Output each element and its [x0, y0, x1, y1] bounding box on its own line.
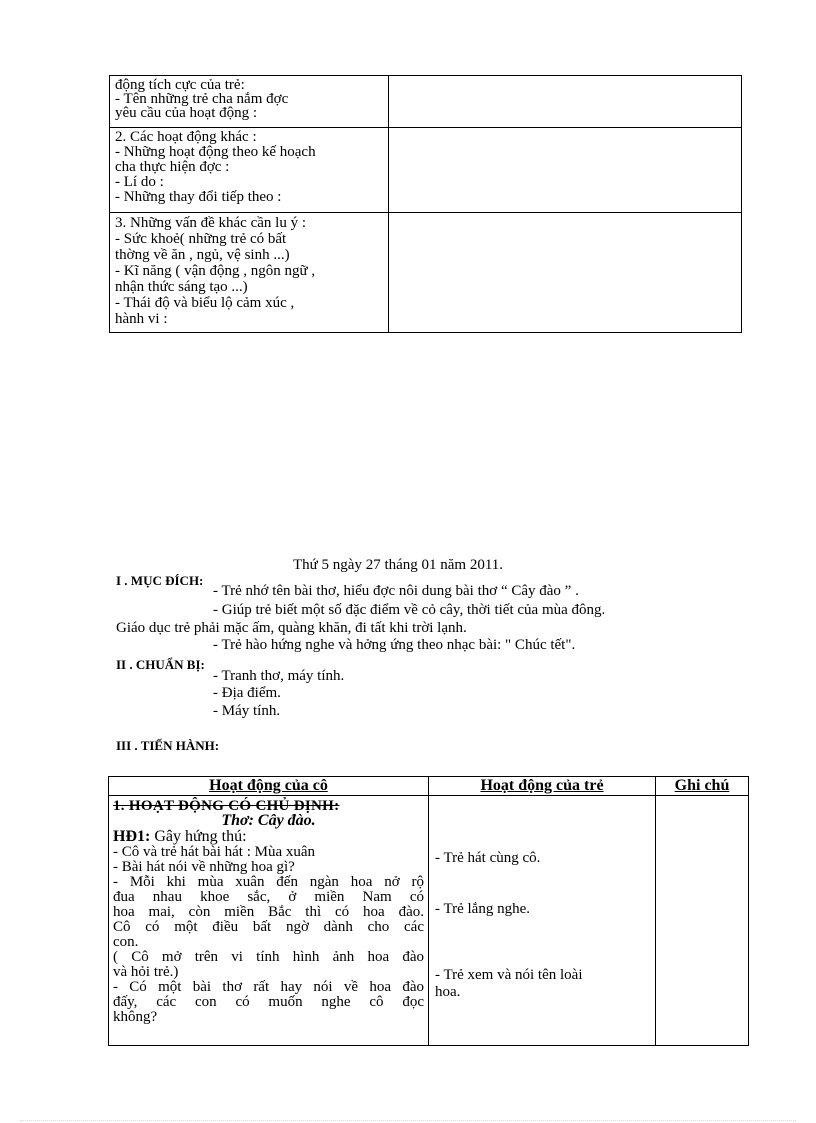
- text-line: thờng về ăn , ngủ, vệ sinh ...): [115, 247, 290, 263]
- child-response: - Trẻ lắng nghe.: [435, 901, 530, 917]
- text-line: - Kĩ năng ( vận động , ngôn ngữ ,: [115, 263, 316, 279]
- teacher-line: - Mỗi khi mùa xuân đến ngàn hoa nở rộ: [113, 874, 424, 890]
- teacher-line: và hỏi trẻ.): [113, 964, 179, 980]
- hd1-label: HĐ1:: [113, 828, 151, 845]
- teacher-line: ( Cô mở trên vi tính hình ảnh hoa đào: [113, 949, 424, 965]
- table-row: [109, 796, 749, 1046]
- objective-line: - Trẻ nhớ tên bài thơ, hiểu đợc nôi dung bài thơ “ Cây đào ” .: [213, 583, 579, 599]
- section-heading-preparation: II . CHUẨN BỊ:: [116, 657, 205, 672]
- text-line: - Thái độ và biểu lộ cảm xúc ,: [115, 295, 295, 311]
- notes-cell: [389, 128, 742, 213]
- column-header-notes: Ghi chú: [656, 777, 749, 796]
- hd1-line: [113, 829, 424, 845]
- teacher-activity-cell: [109, 796, 429, 1046]
- teacher-line: - Cô và trẻ hát bài hát : Mùa xuân: [113, 844, 316, 860]
- page-edge-divider: [20, 1120, 796, 1121]
- text-line: hành vi :: [115, 311, 168, 327]
- column-header-child: Hoạt động của trẻ: [429, 777, 656, 796]
- preparation-item: - Tranh thơ, máy tính.: [213, 668, 345, 684]
- child-response: - Trẻ hát cùng cô.: [435, 850, 541, 866]
- notes-cell: [389, 76, 742, 128]
- evaluation-cell: [110, 213, 389, 333]
- poem-title: Thơ: Cây đào.: [221, 812, 316, 829]
- section-heading-objectives: I . MỤC ĐÍCH:: [116, 573, 204, 588]
- activity-section-title: 1. HOẠT ĐỘNG CÓ CHỦ ĐỊNH:: [113, 798, 340, 814]
- teacher-line: Cô có một điều bất ngờ dành cho các: [113, 919, 424, 935]
- teacher-line: đua nhau khoe sắc, ở miền Nam có: [113, 889, 424, 905]
- evaluation-cell: [110, 76, 389, 128]
- notes-cell: [389, 213, 742, 333]
- evaluation-cell: [110, 128, 389, 213]
- text-line: - Những hoạt động theo kế hoạch: [115, 144, 316, 160]
- text-line: - Tên những trẻ cha nắm đợc: [115, 91, 289, 107]
- teacher-line: con.: [113, 934, 139, 950]
- teacher-line: hoa mai, còn miền Bắc thì có hoa đào.: [113, 904, 424, 920]
- child-response: - Trẻ xem và nói tên loài: [435, 967, 583, 983]
- text-line: yêu cầu của hoạt động :: [115, 105, 258, 121]
- child-response: hoa.: [435, 984, 461, 1000]
- activity-table: [108, 776, 749, 1046]
- teacher-line: không?: [113, 1009, 158, 1025]
- text-line: 3. Những vấn đề khác cần lu ý :: [115, 215, 306, 231]
- section-heading-procedure: III . TIẾN HÀNH:: [116, 738, 220, 753]
- preparation-item: - Máy tính.: [213, 703, 281, 719]
- child-activity-cell: [429, 796, 656, 1046]
- table-row: [110, 213, 742, 333]
- objective-line: - Trẻ hào hứng nghe và hởng ứng theo nhạc bài: " Chúc tết".: [213, 637, 576, 653]
- teacher-line: - Có một bài thơ rất hay nói về hoa đào: [113, 979, 424, 995]
- column-header-teacher: Hoạt động của cô: [109, 777, 429, 796]
- table-header-row: [109, 777, 749, 796]
- table-row: [110, 76, 742, 128]
- objective-line: Giáo dục trẻ phải mặc ấm, quàng khăn, đi tất khi trời lạnh.: [116, 620, 467, 636]
- evaluation-table: [109, 75, 742, 333]
- text-line: - Sức khoẻ( những trẻ có bất: [115, 231, 287, 247]
- hd1-text: Gây hứng thú:: [150, 828, 247, 845]
- notes-cell: [656, 796, 749, 1046]
- text-line: động tích cực của trẻ:: [115, 77, 245, 93]
- text-line: cha thực hiện đợc :: [115, 159, 230, 175]
- preparation-item: - Địa điểm.: [213, 685, 281, 701]
- teacher-line: đấy, các con có muốn nghe cô đọc: [113, 994, 424, 1010]
- date-line: Thứ 5 ngày 27 tháng 01 năm 2011.: [293, 557, 504, 573]
- table-row: [110, 128, 742, 213]
- text-line: - Lí do :: [115, 174, 164, 190]
- teacher-line: - Bài hát nói về những hoa gì?: [113, 859, 295, 875]
- text-line: 2. Các hoạt động khác :: [115, 129, 257, 145]
- objective-line: - Giúp trẻ biết một số đặc điểm về cỏ cây, thời tiết của mùa đông.: [213, 602, 606, 618]
- text-line: - Những thay đổi tiếp theo :: [115, 189, 282, 205]
- text-line: nhận thức sáng tạo ...): [115, 279, 248, 295]
